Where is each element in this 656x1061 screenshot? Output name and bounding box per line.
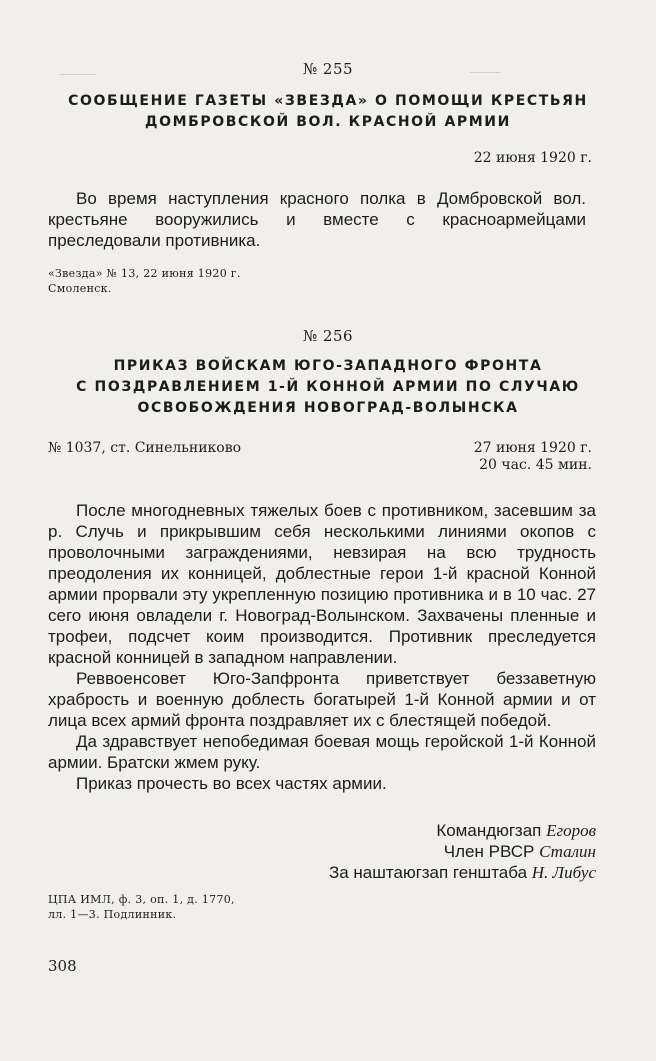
bleed-through-mark: ────── bbox=[60, 70, 97, 81]
signature-name: Н. Либус bbox=[531, 863, 596, 882]
doc-text bbox=[48, 500, 596, 794]
page-number: 308 bbox=[48, 957, 77, 975]
signatures bbox=[329, 820, 596, 883]
signature-role: За наштаюгзап генштаба bbox=[328, 863, 528, 882]
signature-name: Егоров bbox=[546, 821, 596, 840]
paragraph: Реввоенсовет Юго-Запфронта приветствует беззаветную храбрость и военную доблесть богатырей 1-й Конной армии и от лица всех армий фронта поздравляет их с блестящей победой. bbox=[48, 669, 596, 730]
doc-source bbox=[48, 266, 241, 296]
paragraph: Приказ прочесть во всех частях армии. bbox=[76, 774, 387, 793]
signature-name: Сталин bbox=[539, 842, 596, 861]
signature-line bbox=[329, 820, 596, 841]
bleed-through-mark: ───── bbox=[470, 68, 501, 79]
doc-title bbox=[40, 356, 616, 419]
order-reference: № 1037, ст. Синельниково bbox=[48, 440, 242, 456]
doc-title-line: С ПОЗДРАВЛЕНИЕМ 1-Й КОННОЙ АРМИИ ПО СЛУЧАЮ bbox=[76, 379, 580, 395]
paragraph: Во время наступления красного полка в Домбровской вол. крестьяне вооружились и вместе с красноармейцами преследовали противника. bbox=[48, 189, 586, 250]
doc-title-line: СООБЩЕНИЕ ГАЗЕТЫ «ЗВЕЗДА» О ПОМОЩИ КРЕСТЬЯН bbox=[68, 93, 588, 109]
doc-title-line: ДОМБРОВСКОЙ ВОЛ. КРАСНОЙ АРМИИ bbox=[145, 114, 511, 130]
doc-title-line: ОСВОБОЖДЕНИЯ НОВОГРАД-ВОЛЫНСКА bbox=[137, 400, 519, 416]
paragraph: После многодневных тяжелых боев с противником, засевшим за р. Случь и прикрывшим себя несколькими линиями окопов с проволочными заграждениями, невзирая на всю трудность преодоления их конницей, доблестные герои 1-й красной Конной армии прорвали эту укрепленную позицию противника и в 10 час. 27 сего июня овладели г. Новоград-Волынском. Захвачены пленные и трофеи, подсчет коим производится. Противник преследуется красной конницей в западном направлении. bbox=[48, 501, 596, 667]
doc-text bbox=[48, 188, 586, 251]
doc-date: 22 июня 1920 г. bbox=[473, 150, 592, 166]
doc-time: 20 час. 45 мин. bbox=[479, 457, 592, 473]
signature-line bbox=[329, 841, 596, 862]
archive-line: ЦПА ИМЛ, ф. 3, оп. 1, д. 1770, bbox=[48, 893, 235, 906]
signature-role: Командюгзап bbox=[436, 821, 542, 840]
signature-role: Член РВСР bbox=[443, 842, 535, 861]
doc-title bbox=[40, 91, 616, 133]
paragraph: Да здравствует непобедимая боевая мощь геройской 1-й Конной армии. Братски жмем руку. bbox=[48, 732, 596, 772]
doc-title-line: ПРИКАЗ ВОЙСКАМ ЮГО-ЗАПАДНОГО ФРОНТА bbox=[113, 358, 543, 374]
source-line: Смоленск. bbox=[48, 282, 112, 295]
archive-line: лл. 1—3. Подлинник. bbox=[48, 908, 177, 921]
doc-date: 27 июня 1920 г. bbox=[473, 440, 592, 456]
doc-number: № 255 bbox=[302, 60, 354, 78]
signature-line bbox=[329, 862, 596, 883]
source-line: «Звезда» № 13, 22 июня 1920 г. bbox=[48, 267, 241, 280]
doc-number: № 256 bbox=[302, 327, 354, 345]
archive-reference bbox=[48, 892, 235, 922]
doc-date-time bbox=[474, 440, 592, 474]
